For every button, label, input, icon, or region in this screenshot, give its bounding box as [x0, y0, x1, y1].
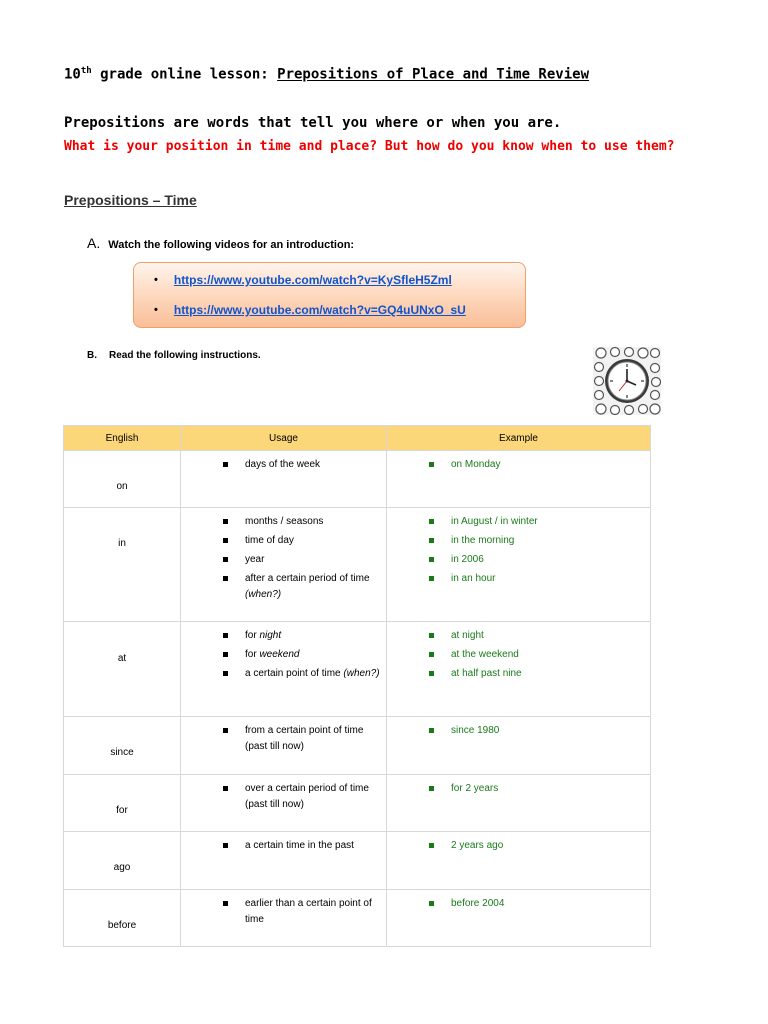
- table-header-row: [64, 426, 651, 451]
- english-cell: [64, 832, 181, 890]
- usage-item: year: [221, 552, 386, 568]
- usage-text: over a certain period of time: [245, 783, 369, 794]
- example-cell: [387, 775, 651, 832]
- lesson-topic: Prepositions of Place and Time Review: [277, 66, 590, 83]
- example-item: 2 years ago: [427, 838, 650, 854]
- preposition-label: ago: [113, 862, 131, 873]
- usage-cell: [181, 451, 387, 508]
- usage-text: from a certain point of time: [245, 725, 364, 736]
- usage-item: [221, 781, 386, 813]
- example-cell: [387, 622, 651, 717]
- usage-item: [221, 628, 386, 644]
- usage-item: [221, 647, 386, 663]
- example-cell: [387, 451, 651, 508]
- usage-cell: [181, 832, 387, 890]
- english-cell: [64, 622, 181, 717]
- usage-cell: [181, 890, 387, 947]
- table-row: [64, 890, 651, 947]
- definition-text: Prepositions are words that tell you where or when you are.: [64, 115, 562, 131]
- example-item: before 2004: [427, 896, 650, 912]
- usage-item: [221, 723, 386, 755]
- usage-item: [221, 571, 386, 603]
- clock-collage-icon: [593, 347, 661, 415]
- preposition-label: before: [107, 920, 137, 931]
- preposition-label: at: [117, 653, 127, 664]
- preposition-label: since: [110, 747, 134, 758]
- column-header-english: English: [64, 426, 181, 451]
- example-cell: [387, 508, 651, 622]
- usage-text: earlier than a certain point of: [245, 898, 372, 909]
- usage-item: time of day: [221, 533, 386, 549]
- usage-cell: [181, 775, 387, 832]
- usage-item: months / seasons: [221, 514, 386, 530]
- usage-note: (when?): [245, 589, 282, 600]
- video-links-box: [133, 262, 526, 328]
- grade-suffix: th: [80, 66, 92, 76]
- usage-text: after a certain period of time: [245, 573, 370, 584]
- example-cell: [387, 832, 651, 890]
- table-row: [64, 717, 651, 775]
- bullet-icon: •: [154, 304, 158, 316]
- video-link-item: [154, 303, 466, 317]
- english-cell: [64, 890, 181, 947]
- step-b-text: Read the following instructions.: [109, 350, 261, 361]
- question-text: What is your position in time and place? But how do you know when to use them?: [64, 139, 675, 154]
- column-header-usage: Usage: [181, 426, 387, 451]
- example-cell: [387, 717, 651, 775]
- usage-text: for: [245, 630, 260, 641]
- example-item: since 1980: [427, 723, 650, 739]
- grade-number: 10: [64, 66, 81, 83]
- table-row: [64, 775, 651, 832]
- table-row: [64, 508, 651, 622]
- usage-note: (past till now): [245, 799, 304, 810]
- preposition-label: in: [118, 538, 126, 549]
- usage-emphasis: weekend: [259, 649, 300, 660]
- example-item: in 2006: [427, 552, 650, 568]
- example-item: at the weekend: [427, 647, 650, 663]
- video-link-item: [154, 273, 452, 287]
- bullet-icon: •: [154, 274, 158, 286]
- usage-text: for: [245, 649, 260, 660]
- usage-emphasis: night: [259, 630, 282, 641]
- usage-note: (past till now): [245, 741, 304, 752]
- usage-emphasis: (when?): [343, 668, 380, 679]
- step-a: [87, 235, 354, 251]
- prepositions-time-table: [63, 425, 651, 947]
- usage-cell: [181, 622, 387, 717]
- video-link-1[interactable]: https://www.youtube.com/watch?v=KySfleH5Zml: [173, 273, 452, 287]
- english-cell: [64, 508, 181, 622]
- table-row: [64, 451, 651, 508]
- example-item: on Monday: [427, 457, 650, 473]
- video-link-2[interactable]: https://www.youtube.com/watch?v=GQ4uUNxO_sU: [173, 303, 466, 317]
- english-cell: [64, 775, 181, 832]
- example-item: in the morning: [427, 533, 650, 549]
- heading-prefix: grade online lesson:: [91, 66, 278, 83]
- example-cell: [387, 890, 651, 947]
- preposition-label: on: [116, 481, 128, 492]
- usage-item: [221, 896, 386, 928]
- usage-text: a certain point of time: [245, 668, 344, 679]
- document-heading: [64, 66, 589, 83]
- table-row: [64, 832, 651, 890]
- step-b: [87, 350, 261, 361]
- usage-cell: [181, 508, 387, 622]
- english-cell: [64, 451, 181, 508]
- preposition-label: for: [116, 805, 128, 816]
- usage-item: days of the week: [221, 457, 386, 473]
- example-item: in an hour: [427, 571, 650, 587]
- step-b-letter: B.: [87, 350, 97, 361]
- step-a-text: Watch the following videos for an introduction:: [108, 239, 355, 251]
- section-title: Prepositions – Time: [64, 192, 197, 208]
- example-item: at half past nine: [427, 666, 650, 682]
- usage-note: time: [245, 914, 264, 925]
- table-row: [64, 622, 651, 717]
- usage-item: [221, 666, 386, 682]
- column-header-example: Example: [387, 426, 651, 451]
- english-cell: [64, 717, 181, 775]
- step-a-letter: A.: [87, 235, 101, 251]
- usage-cell: [181, 717, 387, 775]
- example-item: in August / in winter: [427, 514, 650, 530]
- usage-item: a certain time in the past: [221, 838, 386, 854]
- example-item: at night: [427, 628, 650, 644]
- example-item: for 2 years: [427, 781, 650, 797]
